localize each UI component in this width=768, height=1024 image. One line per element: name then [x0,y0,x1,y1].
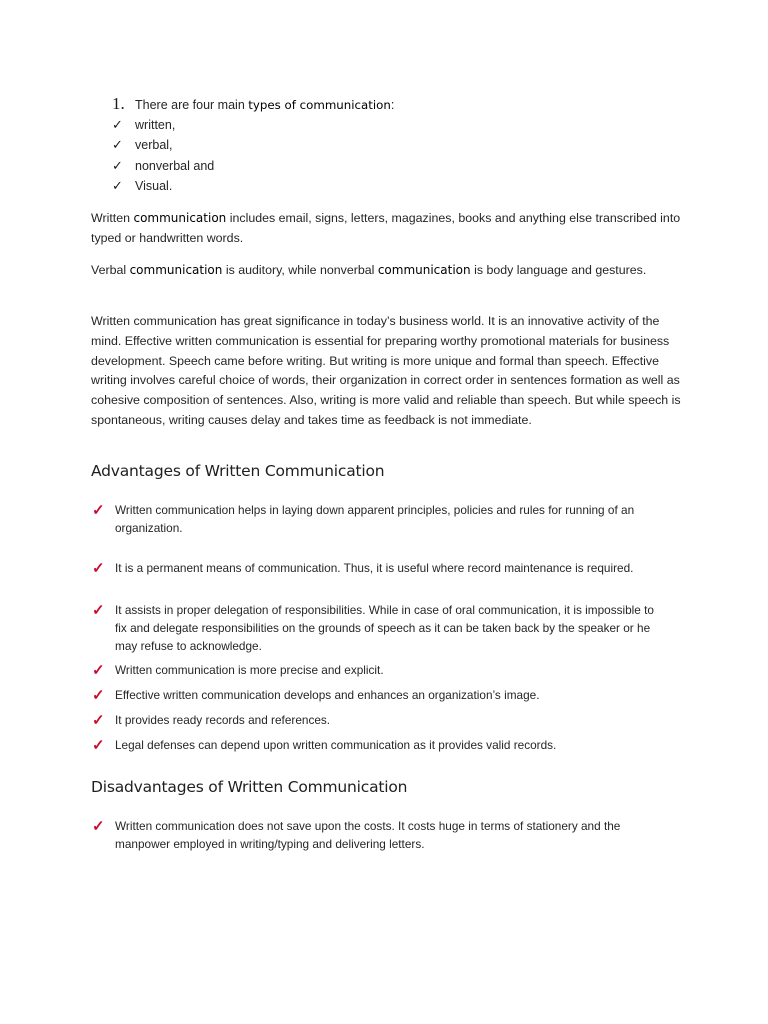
paragraph-verbal [91,261,681,281]
list-item-text: It is a permanent means of communication. Thus, it is useful where record maintenance is required. [115,561,634,575]
list-item-text: Legal defenses can depend upon written communication as it provides valid records. [115,738,557,752]
paragraph-text: includes email, signs, letters, magazines, books and anything else transcribed into typed or handwritten words. [91,211,681,245]
list-item [92,736,672,755]
list-item [112,156,672,177]
list-item [112,176,672,197]
list-item-label: Visual. [135,179,173,193]
list-item-text: Written communication does not save upon the costs. It costs huge in terms of stationery and the manpower employed in writing/typing and delivering letters. [115,819,621,851]
list-item-label: written, [135,117,176,132]
check-icon: ✓ [112,178,123,193]
list-item-text: Effective written communication develops and enhances an organization’s image. [115,688,540,702]
list-item [92,661,672,680]
list-number: 1. [112,94,125,113]
paragraph-significance: Written communication has great significance in today’s business world. It is an innovative activity of the mind. Effective written communication is essential for preparing worthy promotional materials for business development. Speech came before writing. But writing is more unique and formal than speech. Effective writing involves careful choice of words, their organization in correct order in sentences formation as well as cohesive composition of sentences. Also, writing is more valid and reliable than speech. But while speech is spontaneous, writing causes delay and takes time as feedback is not immediate. [91,314,681,427]
list-item-text: It assists in proper delegation of responsibilities. While in case of oral communication, it is impossible to fix and delegate responsibilities on the grounds of speech as it can be taken back by the speaker or he may refuse to acknowledge. [115,603,654,653]
red-check-icon: ✓ [92,712,105,729]
red-check-icon: ✓ [92,560,105,577]
disadvantages-heading: Disadvantages of Written Communication [91,778,408,796]
advantages-heading: Advantages of Written Communication [91,462,385,480]
list-item-text: Written communication helps in laying down apparent principles, policies and rules for running of an organization. [115,503,635,535]
intro-prefix: There are four main [135,98,249,112]
paragraph-text: is body language and gestures. [470,263,647,277]
list-item-text: Written communication is more precise and explicit. [115,663,384,677]
highlighted-term: communication [133,211,227,225]
red-check-icon: ✓ [92,737,105,754]
red-check-icon: ✓ [92,662,105,679]
list-item [92,686,672,705]
list-item [92,601,672,655]
red-check-icon: ✓ [92,502,105,519]
intro-heading-line [112,94,672,115]
list-item [112,115,672,136]
red-check-icon: ✓ [92,818,105,835]
list-item [92,711,672,730]
red-check-icon: ✓ [92,602,105,619]
paragraph-text: Written [91,211,134,225]
list-item [112,135,672,156]
paragraph-written [91,209,681,249]
check-icon: ✓ [112,137,123,152]
list-item-label: verbal, [135,138,173,152]
list-item-label: nonverbal and [135,158,215,173]
highlighted-term: communication [129,263,223,277]
paragraph-text: is auditory, while nonverbal [222,263,378,277]
intro-suffix: : [390,98,395,112]
list-item-text: It provides ready records and references. [115,713,331,727]
intro-highlight: types of communication [248,98,391,112]
check-icon: ✓ [112,157,123,173]
list-item [92,501,672,537]
check-icon: ✓ [112,116,123,132]
red-check-icon: ✓ [92,687,105,704]
intro-list [112,94,672,197]
list-item [92,817,672,853]
list-item [92,559,672,578]
paragraph-text: Verbal [91,263,130,277]
highlighted-term: communication [377,263,471,277]
